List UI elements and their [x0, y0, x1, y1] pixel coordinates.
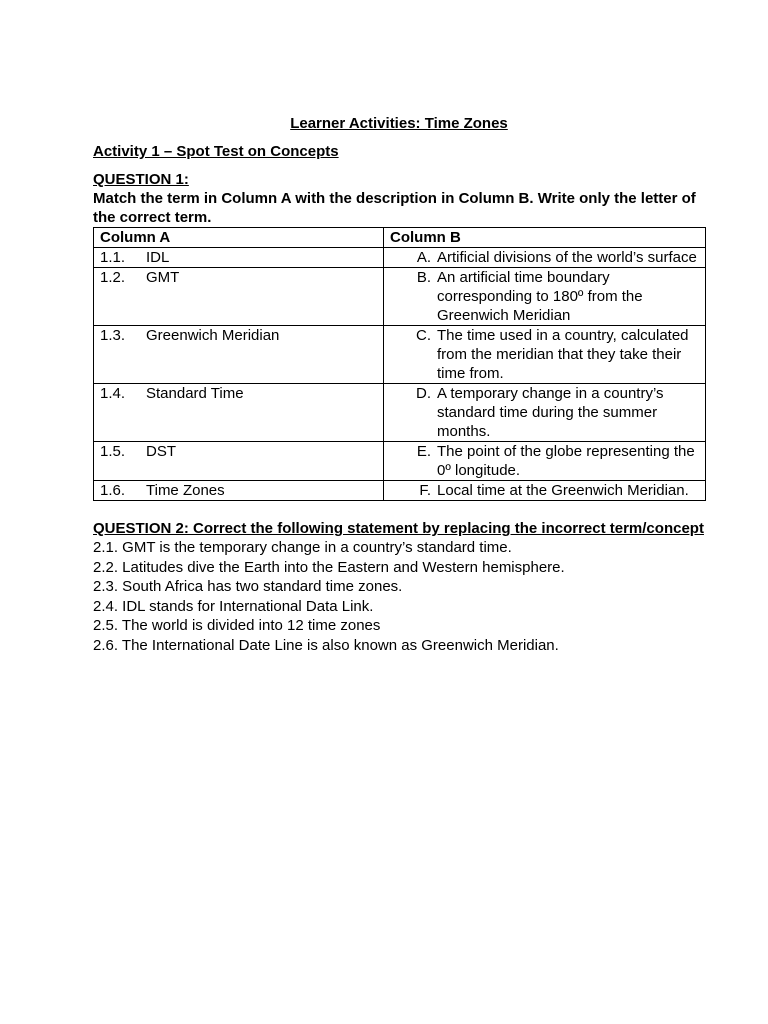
row-number: 1.4. — [100, 385, 126, 402]
question1-instruction: Match the term in Column A with the description in Column B. Write only the letter of the correct term. — [93, 190, 696, 226]
table-row — [94, 384, 706, 442]
option-letter: C. — [416, 327, 431, 344]
list-item: 2.6. The International Date Line is also known as Greenwich Meridian. — [93, 636, 559, 654]
column-a-cell — [94, 442, 384, 481]
document-title: Learner Activities: Time Zones — [290, 115, 508, 132]
column-a-cell — [94, 481, 384, 501]
column-a-cell — [94, 268, 384, 326]
list-item: 2.2. Latitudes dive the Earth into the Eastern and Western hemisphere. — [93, 558, 565, 576]
activity-heading: Activity 1 – Spot Test on Concepts — [93, 143, 339, 160]
option-letter: D. — [416, 385, 431, 402]
option-letter: B. — [416, 269, 431, 286]
list-item: 2.3. South Africa has two standard time zones. — [93, 578, 403, 595]
column-b-cell — [384, 268, 706, 326]
matching-table — [93, 227, 706, 501]
list-item: 2.4. IDL stands for International Data Link. — [93, 597, 374, 615]
list-item: 2.1. GMT is the temporary change in a country’s standard time. — [93, 539, 512, 556]
column-a-cell — [94, 384, 384, 442]
matching-table-body — [94, 248, 706, 501]
term: Greenwich Meridian — [146, 327, 280, 344]
column-b-cell — [384, 442, 706, 481]
option-letter: E. — [416, 443, 431, 460]
document-page — [93, 114, 705, 655]
question1-heading: QUESTION 1: — [93, 171, 189, 188]
row-number: 1.2. — [100, 269, 126, 286]
row-number: 1.6. — [100, 482, 126, 499]
table-row — [94, 326, 706, 384]
table-row — [94, 268, 706, 326]
table-row — [94, 442, 706, 481]
option-letter: F. — [419, 482, 431, 499]
description: Local time at the Greenwich Meridian. — [437, 482, 689, 499]
table-row — [94, 248, 706, 268]
term: IDL — [146, 249, 170, 266]
column-a-cell — [94, 326, 384, 384]
term: GMT — [146, 269, 180, 286]
description: Artificial divisions of the world’s surface — [437, 249, 697, 266]
row-number: 1.1. — [100, 249, 126, 266]
column-b-header: Column B — [384, 228, 706, 248]
question2-heading: QUESTION 2: Correct the following statement by replacing the incorrect term/concept — [93, 520, 704, 537]
term: Standard Time — [146, 385, 244, 402]
column-b-cell — [384, 384, 706, 442]
description: The point of the globe representing the 0º longitude. — [437, 443, 695, 479]
column-b-cell — [384, 248, 706, 268]
column-b-cell — [384, 481, 706, 501]
term: Time Zones — [146, 482, 225, 499]
description: A temporary change in a country’s standard time during the summer months. — [437, 385, 664, 440]
column-a-header: Column A — [94, 228, 384, 248]
row-number: 1.3. — [100, 327, 126, 344]
table-row — [94, 481, 706, 501]
column-b-cell — [384, 326, 706, 384]
option-letter: A. — [416, 249, 431, 266]
description: An artificial time boundary corresponding to 180º from the Greenwich Meridian — [437, 269, 643, 324]
list-item: 2.5. The world is divided into 12 time zones — [93, 617, 381, 634]
description: The time used in a country, calculated from the meridian that they take their time from. — [437, 327, 689, 382]
question2-list — [93, 538, 705, 655]
table-header-row — [94, 228, 706, 248]
term: DST — [146, 443, 176, 460]
row-number: 1.5. — [100, 443, 126, 460]
column-a-cell — [94, 248, 384, 268]
